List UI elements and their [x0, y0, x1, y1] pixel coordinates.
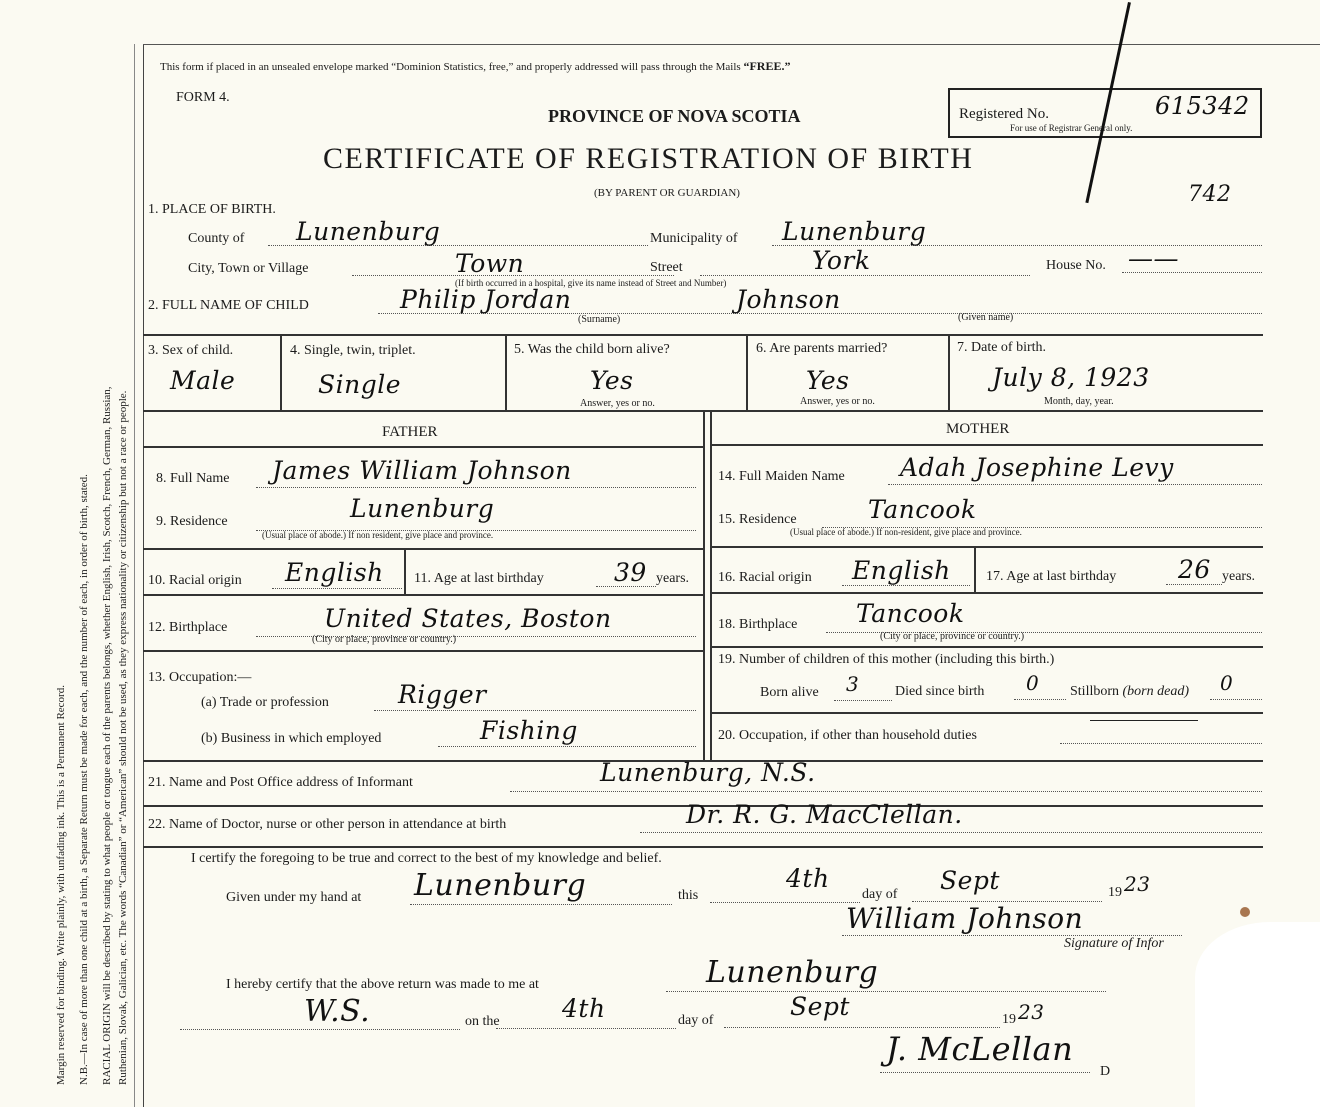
given-note: (Given name)	[958, 312, 1014, 323]
subtitle: (BY PARENT OR GUARDIAN)	[594, 187, 740, 199]
business-label: (b) Business in which employed	[201, 731, 382, 746]
top-border	[143, 44, 1320, 45]
mother-name-label: 14. Full Maiden Name	[718, 469, 845, 484]
registrar-place-line	[666, 991, 1106, 992]
father-birthplace-value: United States, Boston	[324, 604, 612, 633]
father-race-label: 10. Racial origin	[148, 573, 242, 588]
mail-notice: This form if placed in an unsealed envelope marked “Dominion Statistics, free,” and properly addressed will pass through the Mails “FREE.”	[160, 59, 791, 73]
city-label: City, Town or Village	[188, 261, 309, 276]
day-of-label: day of	[862, 887, 898, 902]
alive-note: Answer, yes or no.	[580, 398, 655, 409]
occupation-label: 13. Occupation:—	[148, 670, 252, 685]
child-surname-value: Johnson	[736, 285, 841, 314]
child-given-value: Philip Jordan	[400, 285, 572, 314]
father-years-label: years.	[656, 571, 690, 586]
stillborn-value: 0	[1220, 671, 1234, 695]
binding-margin-line	[143, 44, 144, 1107]
binding-margin-line-inner	[134, 44, 135, 1107]
margin-note-1: Margin reserved for binding. Write plainly, with unfading ink. This is a Permanent Record.	[55, 685, 67, 1085]
sex-label: 3. Sex of child.	[148, 343, 234, 358]
married-note: Answer, yes or no.	[800, 396, 875, 407]
row3-divider-1	[280, 334, 282, 410]
given-under-label: Given under my hand at	[226, 890, 362, 905]
certify-text: I certify the foregoing to be true and correct to the best of my knowledge and belief.	[191, 851, 662, 866]
house-label: House No.	[1046, 258, 1106, 273]
doctor-line	[640, 832, 1262, 833]
mother-birthplace-note: (City or place, province or country.)	[880, 631, 1025, 642]
handwritten-dash	[1090, 720, 1198, 721]
county-value: Lunenburg	[296, 217, 441, 246]
mother-residence-label: 15. Residence	[718, 512, 797, 527]
mother-age-line	[1166, 584, 1222, 585]
mother-years-label: years.	[1222, 569, 1256, 584]
alive-label: 5. Was the child born alive?	[514, 342, 670, 357]
row3-divider-4	[948, 334, 950, 410]
father-birthplace-label: 12. Birthplace	[148, 620, 228, 635]
dob-label: 7. Date of birth.	[957, 340, 1047, 355]
stillborn-label: Stillborn (born dead)	[1070, 684, 1190, 699]
married-label: 6. Are parents married?	[756, 341, 888, 356]
house-value: ——	[1128, 244, 1179, 273]
place-of-birth-label: 1. PLACE OF BIRTH.	[148, 202, 276, 217]
born-alive-line	[834, 700, 892, 701]
registrar-day-line	[496, 1028, 676, 1029]
father-row-line-2	[143, 594, 703, 596]
mother-heading: MOTHER	[946, 421, 1010, 437]
mother-row-line-3	[710, 646, 1263, 648]
alive-value: Yes	[590, 366, 634, 395]
this-label: this	[678, 888, 699, 903]
informant-line	[510, 791, 1262, 792]
plurality-value: Single	[318, 370, 402, 399]
father-heading: FATHER	[382, 424, 438, 440]
mother-row-line-4	[710, 712, 1263, 714]
died-line	[1014, 699, 1066, 700]
father-residence-value: Lunenburg	[350, 494, 495, 523]
doctor-value: Dr. R. G. MacClellan.	[686, 800, 963, 829]
trade-value: Rigger	[398, 680, 487, 709]
mother-age-value: 26	[1178, 555, 1211, 584]
province-title: PROVINCE OF NOVA SCOTIA	[548, 106, 801, 126]
registrar-year-value: 23	[1018, 1000, 1045, 1024]
registrar-month-value: Sept	[790, 992, 850, 1021]
mother-birthplace-label: 18. Birthplace	[718, 617, 798, 632]
registered-number: 615342	[1155, 92, 1250, 120]
father-race-value: English	[285, 558, 384, 587]
registrar-initials: W.S.	[304, 994, 371, 1029]
father-residence-label: 9. Residence	[156, 514, 228, 529]
given-year-prefix: 19	[1108, 885, 1122, 900]
informant-value: Lunenburg, N.S.	[600, 758, 816, 787]
married-value: Yes	[806, 366, 850, 395]
born-alive-value: 3	[846, 672, 860, 696]
father-name-value: James William Johnson	[272, 456, 572, 485]
given-place-value: Lunenburg	[414, 868, 587, 903]
street-value: York	[812, 246, 871, 275]
father-race-divider	[404, 548, 406, 594]
page-title: CERTIFICATE OF REGISTRATION OF BIRTH	[323, 142, 974, 175]
registered-label: Registered No.	[959, 106, 1049, 122]
ink-stain	[1240, 907, 1250, 917]
informant-signature: William Johnson	[846, 902, 1084, 935]
street-line	[700, 275, 1030, 276]
plurality-label: 4. Single, twin, triplet.	[290, 343, 416, 358]
stillborn-note: (born dead)	[1122, 684, 1190, 699]
dob-value: July 8, 1923	[992, 363, 1150, 392]
street-note: (If birth occurred in a hospital, give its name instead of Street and Number)	[455, 278, 727, 288]
registered-note: For use of Registrar General only.	[1010, 123, 1133, 133]
mother-race-label: 16. Racial origin	[718, 570, 812, 585]
trade-line	[374, 710, 696, 711]
surname-note: (Surname)	[578, 314, 621, 325]
father-age-value: 39	[614, 558, 647, 587]
mother-race-line	[842, 585, 970, 586]
stillborn-line	[1210, 699, 1262, 700]
mother-occupation-label: 20. Occupation, if other than household duties	[718, 728, 977, 743]
father-age-label: 11. Age at last birthday	[414, 571, 544, 586]
registrar-place-value: Lunenburg	[706, 955, 879, 990]
registrar-trail-label: D	[1100, 1064, 1111, 1079]
torn-corner	[1195, 922, 1320, 1107]
signature-label: Signature of Infor	[1064, 936, 1164, 951]
mother-race-divider	[974, 546, 976, 592]
margin-note-3: RACIAL ORIGIN will be described by stating to what people or tongue each of the parents belongs, whether English, Irish, Scotch, French, German, Russian,	[101, 386, 113, 1085]
informant-label: 21. Name and Post Office address of Informant	[148, 775, 413, 790]
children-label: 19. Number of children of this mother (including this birth.)	[718, 652, 1055, 667]
died-label: Died since birth	[895, 684, 985, 699]
mother-occupation-line	[1060, 743, 1262, 744]
mother-race-value: English	[852, 556, 951, 585]
county-label: County of	[188, 231, 245, 246]
corner-mark: 742	[1188, 182, 1232, 207]
given-place-line	[410, 904, 672, 905]
child-name-label: 2. FULL NAME OF CHILD	[148, 298, 309, 313]
mother-row-line-2	[710, 592, 1263, 594]
given-day-line	[710, 902, 860, 903]
row3-divider-3	[746, 334, 748, 410]
mother-residence-note: (Usual place of abode.) If non-resident, give place and province.	[790, 527, 1022, 537]
parents-column-divider	[703, 410, 705, 760]
form-number: FORM 4.	[176, 90, 230, 105]
father-row-line-3	[143, 650, 703, 652]
on-the-label: on the	[465, 1014, 500, 1029]
doctor-bottom-line	[143, 846, 1263, 848]
row3-top-line	[143, 334, 1263, 336]
doctor-label: 22. Name of Doctor, nurse or other person in attendance at birth	[148, 817, 507, 832]
father-name-label: 8. Full Name	[156, 471, 230, 486]
mother-row-line-1	[710, 546, 1263, 548]
parents-column-divider-2	[710, 410, 712, 760]
registrar-year-prefix: 19	[1002, 1012, 1016, 1027]
mother-name-value: Adah Josephine Levy	[900, 453, 1174, 482]
business-line	[438, 746, 696, 747]
sex-value: Male	[170, 366, 236, 395]
mother-birthplace-value: Tancook	[856, 599, 965, 628]
street-label: Street	[650, 260, 683, 275]
trade-label: (a) Trade or profession	[201, 695, 329, 710]
born-alive-label: Born alive	[760, 685, 819, 700]
registrar-signature: J. McLellan	[886, 1030, 1074, 1068]
father-birthplace-note: (City or place, province or country.)	[312, 634, 457, 645]
father-name-line	[256, 487, 696, 488]
father-row-line-1	[143, 548, 703, 550]
mother-age-label: 17. Age at last birthday	[986, 569, 1117, 584]
registrar-initials-line	[180, 1029, 460, 1030]
margin-note-4: Ruthenian, Slovak, Galician, etc. The words “Canadian” or “American” should not be used, as they express nationality or citizenship but not a race or people.	[117, 390, 129, 1085]
father-race-line	[272, 588, 402, 589]
dob-note: Month, day, year.	[1044, 396, 1114, 407]
registrar-text: I hereby certify that the above return was made to me at	[226, 977, 539, 992]
mother-name-line	[888, 484, 1262, 485]
municipality-value: Lunenburg	[782, 217, 927, 246]
business-value: Fishing	[480, 716, 578, 745]
city-value: Town	[455, 249, 525, 278]
father-residence-note: (Usual place of abode.) If non resident, give place and province.	[262, 530, 494, 540]
mother-residence-value: Tancook	[868, 495, 977, 524]
row3-divider-2	[505, 334, 507, 410]
mother-heading-line	[710, 444, 1263, 446]
given-day-value: 4th	[786, 864, 830, 893]
registrar-day-of-label: day of	[678, 1013, 714, 1028]
registrar-day-value: 4th	[562, 994, 606, 1023]
given-year-value: 23	[1124, 872, 1151, 896]
died-value: 0	[1026, 671, 1040, 695]
registrar-signature-line	[880, 1072, 1090, 1073]
margin-note-2: N.B.—In case of more than one child at a birth, a Separate Return must be made for each, and the number of each, in order of birth, stated.	[78, 474, 90, 1085]
father-heading-line	[143, 446, 703, 448]
given-month-value: Sept	[940, 866, 1000, 895]
registrar-month-line	[724, 1027, 1000, 1028]
municipality-label: Municipality of	[650, 231, 738, 246]
